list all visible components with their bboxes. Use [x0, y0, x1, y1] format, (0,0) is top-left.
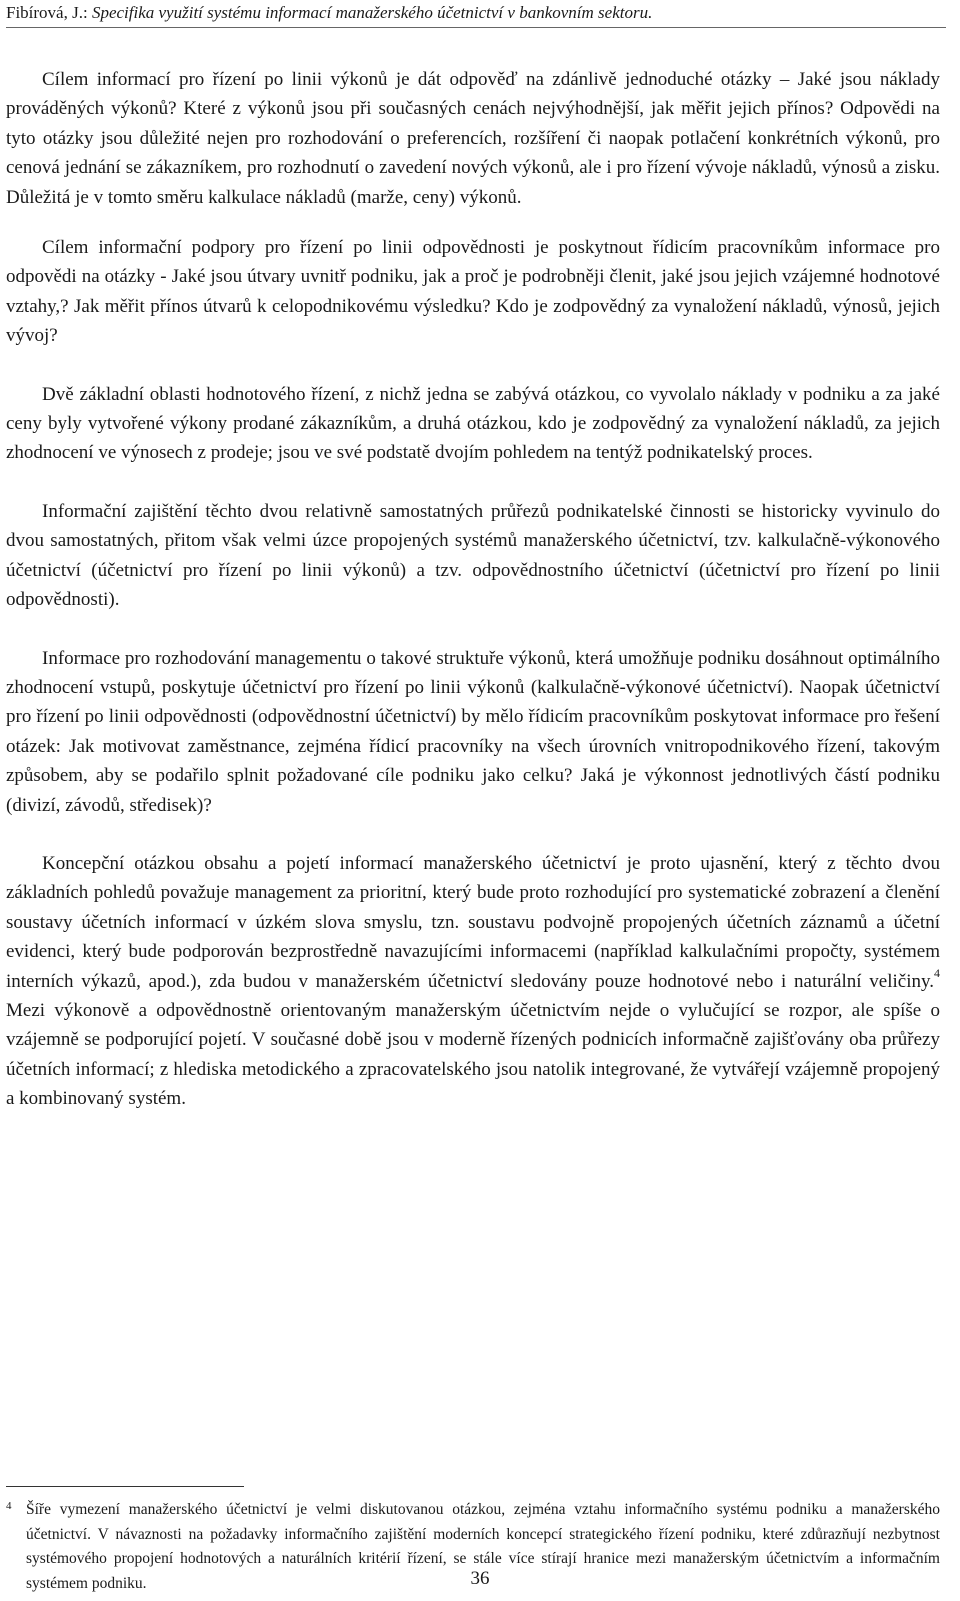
- paragraph-6: [6, 849, 940, 1114]
- footnote-mark: 4: [6, 1500, 12, 1512]
- running-header: [6, 2, 946, 28]
- paragraph-6-text-a: Koncepční otázkou obsahu a pojetí informací manažerského účetnictví je proto ujasnění, který z těchto dvou základních pohledů považuje management za prioritní, který bude proto rozhodující pro systematické zobrazení a členění soustavy účetních informací v úzkém slova smyslu, tzn. soustavu podvojně propojených účetních záznamů a účetní evidenci, který bude podporován bezprostředně navazujícími informacemi (například kalkulačními propočty, systémem interních výkazů, apod.), zda budou v manažerském účetnictví sledovány pouze hodnotové nebo i naturální veličiny.: [6, 852, 940, 992]
- header-author: Fibírová, J.:: [6, 3, 92, 22]
- paragraph-6-text-b: Mezi výkonově a odpovědnostně orientovaným manažerským účetnictvím nejde o vylučující se rozpor, ale spíše o vzájemně se podporující pojetí. V současné době jsou v moderně řízených podnicích informačně zajišťovány oba průřezy účetních informací; z hlediska metodického a zpracovatelského jsou natolik integrované, že vytvářejí vzájemně propojený a kombinovaný systém.: [6, 999, 940, 1110]
- paragraph-4: Informační zajištění těchto dvou relativně samostatných průřezů podnikatelské činnosti se historicky vyvinulo do dvou samostatných, přitom však velmi úzce propojených systémů manažerského účetnictví, tzv. kalkulačně-výkonového účetnictví (účetnictví pro řízení po linii výkonů) a tzv. odpovědnostního účetnictví (účetnictví pro řízení po linii odpovědnosti).: [6, 500, 940, 611]
- footnote-separator: [6, 1486, 244, 1487]
- header-title: Specifika využití systému informací manažerského účetnictví v bankovním sektoru.: [91, 3, 653, 22]
- paragraph-3: Dvě základní oblasti hodnotového řízení, z nichž jedna se zabývá otázkou, co vyvolalo náklady v podniku a za jaké ceny byly vytvořené výkony prodané zákazníkům, a druhá otázkou, kdo je zodpovědný za vynaložení nákladů, za jejich zhodnocení ve výnosech z prodeje; jsou ve své podstatě dvojím pohledem na tentýž podnikatelský proces.: [6, 383, 940, 464]
- paragraph-2: Cílem informační podpory pro řízení po linii odpovědnosti je poskytnout řídicím pracovníkům informace pro odpovědi na otázky - Jaké jsou útvary uvnitř podniku, jak a proč je podrobněji členit, jaké jsou jejich vzájemné hodnotové vztahy,? Jak měřit přínos útvarů k celopodnikovému výsledku? Kdo je zodpovědný za vynaložení nákladů, výnosů, jejich vývoj?: [6, 237, 940, 347]
- footnote-reference[interactable]: 4: [934, 966, 940, 981]
- body-text: [6, 65, 940, 1143]
- footnote-text: Šíře vymezení manažerského účetnictví je velmi diskutovanou otázkou, zejména vztahu informačního systému podniku a manažerského účetnictví. V návaznosti na požadavky informačního zajištění moderních koncepcí strategického řízení podniku, které zdůrazňují nezbytnost systémového propojení hodnotových a naturálních kritérií řízení, se stále více stírají hranice mezi manažerským účetnictvím a informačním systémem podniku.: [26, 1501, 940, 1592]
- paragraph-1: Cílem informací pro řízení po linii výkonů je dát odpověď na zdánlivě jednoduché otázky – Jaké jsou náklady prováděných výkonů? Které z výkonů jsou při současných cenách nejvýhodnější, jak měřit jejich přínos? Odpovědi na tyto otázky jsou důležité nejen pro rozhodování o preferencích, rozšíření či naopak potlačení konkrétních výkonů, pro cenová jednání se zákazníkem, pro rozhodnutí o zavedení nových výkonů, ale i pro řízení vývoje nákladů, výnosů a zisku. Důležitá je v tomto směru kalkulace nákladů (marže, ceny) výkonů.: [6, 69, 940, 208]
- paragraph-5: Informace pro rozhodování managementu o takové struktuře výkonů, která umožňuje podniku dosáhnout optimálního zhodnocení vstupů, poskytuje účetnictví pro řízení po linii výkonů (kalkulačně-výkonové účetnictví). Naopak účetnictví pro řízení po linii odpovědnosti (odpovědnostní účetnictví) by mělo řídicím pracovníkům poskytovat informace pro řešení otázek: Jak motivovat zaměstnance, zejména řídicí pracovníky na všech úrovních vnitropodnikového řízení, takovým způsobem, aby se podařilo splnit požadované cíle podniku jako celku? Jaká je výkonnost jednotlivých částí podniku (divizí, závodů, středisek)?: [6, 647, 940, 816]
- page-number: 36: [470, 1568, 490, 1589]
